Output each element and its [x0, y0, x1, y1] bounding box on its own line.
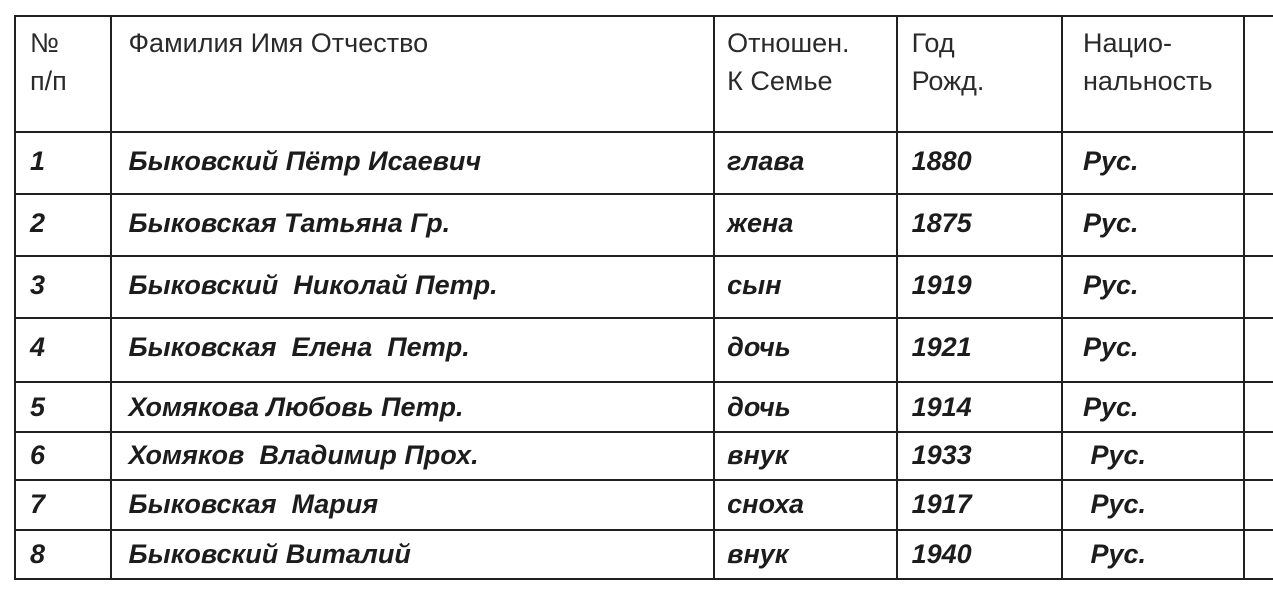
cell-nationality	[1062, 530, 1244, 579]
cell-birth-year: 1914	[897, 382, 1062, 432]
header-number-line-1: №	[30, 28, 59, 58]
cell-nationality	[1062, 132, 1244, 194]
cell-nationality-text: Рус.	[1082, 270, 1139, 300]
cell-number: 2	[15, 194, 111, 256]
header-birth-year	[897, 16, 1062, 132]
family-census-table	[14, 15, 1273, 580]
header-nationality	[1062, 16, 1244, 132]
cell-relation: дочь	[714, 318, 896, 382]
header-birth-year-line-2: Рожд.	[911, 66, 985, 96]
cell-birth-year: 1875	[897, 194, 1062, 256]
cell-extra	[1244, 432, 1273, 480]
cell-nationality	[1062, 382, 1244, 432]
cell-relation: жена	[714, 194, 896, 256]
cell-birth-year: 1940	[897, 530, 1062, 579]
cell-full-name	[111, 432, 715, 480]
cell-relation: сноха	[714, 480, 896, 530]
cell-full-name	[111, 530, 715, 579]
cell-nationality-text: Рус.	[1082, 332, 1139, 362]
cell-full-name-text: Хомякова Любовь Петр.	[128, 392, 464, 422]
header-row	[15, 16, 1273, 132]
cell-full-name-text: Хомяков Владимир Прох.	[128, 440, 479, 470]
table-row	[15, 318, 1273, 382]
cell-number: 4	[15, 318, 111, 382]
table-row	[15, 382, 1273, 432]
table-row	[15, 480, 1273, 530]
cell-number: 6	[15, 432, 111, 480]
cell-nationality	[1062, 256, 1244, 318]
cell-relation: дочь	[714, 382, 896, 432]
cell-full-name-text: Быковская Татьяна Гр.	[128, 208, 451, 238]
cell-extra	[1244, 382, 1273, 432]
cell-number: 7	[15, 480, 111, 530]
table-row	[15, 132, 1273, 194]
cell-full-name-text: Быковская Елена Петр.	[128, 332, 470, 362]
cell-full-name	[111, 256, 715, 318]
cell-extra	[1244, 256, 1273, 318]
cell-relation: внук	[714, 530, 896, 579]
cell-number: 5	[15, 382, 111, 432]
cell-full-name	[111, 480, 715, 530]
cell-birth-year: 1880	[897, 132, 1062, 194]
cell-full-name-text: Быковский Виталий	[128, 539, 411, 569]
cell-birth-year: 1933	[897, 432, 1062, 480]
table-row	[15, 432, 1273, 480]
cell-nationality-text: Рус.	[1082, 208, 1139, 238]
cell-number: 8	[15, 530, 111, 579]
header-full-name-text: Фамилия Имя Отчество	[128, 28, 429, 58]
cell-nationality-text: Рус.	[1082, 392, 1139, 422]
cell-relation: глава	[714, 132, 896, 194]
table-row	[15, 530, 1273, 579]
table-row	[15, 256, 1273, 318]
cell-full-name	[111, 132, 715, 194]
cell-full-name-text: Быковская Мария	[128, 489, 379, 519]
cell-relation: сын	[714, 256, 896, 318]
cell-extra	[1244, 480, 1273, 530]
header-relation	[714, 16, 896, 132]
table-body	[15, 132, 1273, 579]
cell-nationality-text: Рус.	[1082, 489, 1146, 519]
cell-full-name-text: Быковский Пётр Исаевич	[128, 146, 482, 176]
cell-full-name	[111, 382, 715, 432]
header-nationality-line-1: Нацио-	[1082, 28, 1173, 58]
cell-nationality	[1062, 194, 1244, 256]
table-row	[15, 194, 1273, 256]
cell-full-name-text: Быковский Николай Петр.	[128, 270, 498, 300]
header-extra-column	[1244, 16, 1273, 132]
cell-nationality-text: Рус.	[1082, 440, 1146, 470]
cell-relation: внук	[714, 432, 896, 480]
cell-number: 3	[15, 256, 111, 318]
header-number	[15, 16, 111, 132]
cell-nationality	[1062, 480, 1244, 530]
cell-birth-year: 1919	[897, 256, 1062, 318]
cell-extra	[1244, 194, 1273, 256]
header-number-line-2: п/п	[30, 66, 67, 96]
cell-birth-year: 1917	[897, 480, 1062, 530]
cell-extra	[1244, 530, 1273, 579]
cell-nationality-text: Рус.	[1082, 539, 1146, 569]
cell-extra	[1244, 318, 1273, 382]
header-nationality-line-2: нальность	[1082, 66, 1213, 96]
header-relation-line-2: К Семье	[727, 66, 833, 96]
cell-nationality	[1062, 432, 1244, 480]
header-birth-year-line-1: Год	[911, 28, 955, 58]
cell-number: 1	[15, 132, 111, 194]
cell-birth-year: 1921	[897, 318, 1062, 382]
cell-extra	[1244, 132, 1273, 194]
cell-full-name	[111, 194, 715, 256]
header-relation-line-1: Отношен.	[727, 28, 850, 58]
cell-full-name	[111, 318, 715, 382]
header-full-name	[111, 16, 715, 132]
cell-nationality-text: Рус.	[1082, 146, 1139, 176]
cell-nationality	[1062, 318, 1244, 382]
